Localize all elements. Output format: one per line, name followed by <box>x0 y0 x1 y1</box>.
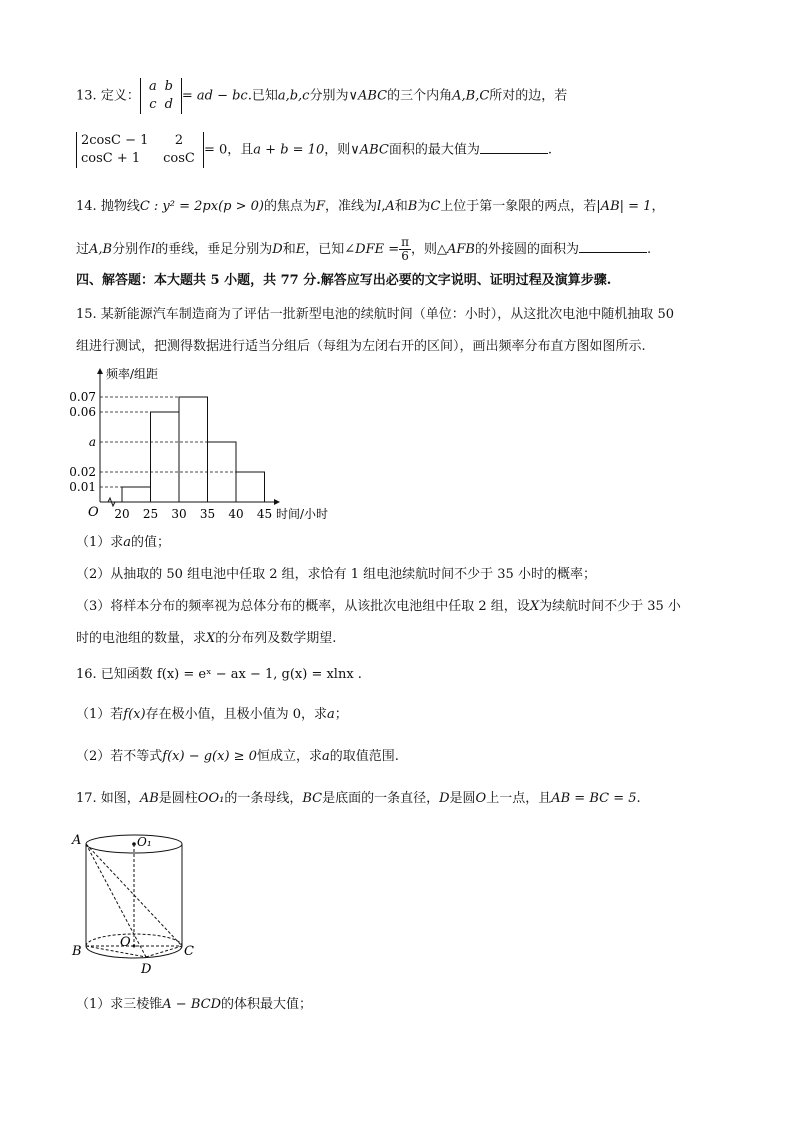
label-C: C <box>184 944 194 959</box>
q13-line1: 13. 定义： a b c d = ad − bc.已知a,b,c分别为∨ABC的三个内角A,B,C所对的边，若 <box>76 79 568 112</box>
label-B: B <box>72 944 82 959</box>
q13-line2: 2cosC − 1 2 cosC + 1 cosC = 0，且a + b = 10，则∨ABC面积的最大值为 . <box>76 132 734 168</box>
q17-line1: 17. 如图，AB是圆柱OO₁的一条母线，BC是底面的一条直径，D是圆O上一点，且AB = BC = 5. <box>76 791 641 806</box>
x-tick-label: 45 <box>256 507 273 521</box>
segment-AD <box>86 844 146 957</box>
histogram-bar <box>151 412 180 502</box>
cylinder-figure <box>66 826 206 986</box>
x-tick-label: 40 <box>228 507 244 521</box>
q13-determinant: a b c d <box>140 78 182 114</box>
origin-label: O <box>88 505 99 520</box>
section-heading: 四、解答题：本大题共 5 小题，共 77 分.解答应写出必要的文字说明、证明过程及演算步骤. <box>76 273 612 288</box>
label-O: O <box>120 935 131 950</box>
pi-over-six: $\frac{\pi}{6}$ <box>401 235 410 263</box>
frequency-histogram <box>68 362 338 532</box>
q17-part1: （1）求三棱锥A − BCD的体积最大值； <box>76 997 313 1012</box>
q13-answer-blank[interactable] <box>480 141 548 154</box>
point-O1 <box>132 842 136 846</box>
y-tick-label: 0.07 <box>69 390 96 404</box>
x-tick-label: 25 <box>142 507 159 521</box>
x-tick-label: 20 <box>114 507 130 521</box>
cylinder-bottom-front <box>86 946 182 958</box>
q15-line1: 15. 某新能源汽车制造商为了评估一批新型电池的续航时间（单位：小时），从这批次电池中随机抽取 50 <box>76 307 674 322</box>
label-A: A <box>72 833 82 848</box>
x-axis-label: 时间/小时 <box>276 507 329 521</box>
x-tick-label: 30 <box>171 507 187 521</box>
q14-line2: 过A,B分别作l的垂线，垂足分别为D和E，已知∠DFE = $\frac{\pi}{6}$ ，则△AFB的外接圆的面积为 . <box>76 235 652 263</box>
q16-part1: （1）若f(x)存在极小值，且极小值为 0，求a； <box>76 707 348 722</box>
q15-part2: （2）从抽取的 50 组电池中任取 2 组，求恰有 1 组电池续航时间不少于 35 小时的概率； <box>76 567 596 582</box>
y-tick-label: 0.01 <box>69 480 96 494</box>
q15-part3: （3）将样本分布的频率视为总体分布的概率，从该批次电池组中任取 2 组，设X为续航时间不少于 35 小 <box>76 599 681 614</box>
q14-line1: 14. 抛物线C : y² = 2px(p > 0)的焦点为F，准线为l,A和B为C上位于第一象限的两点，若|AB| = 1， <box>76 199 665 214</box>
q13-determinant-2: 2cosC − 1 2 cosC + 1 cosC <box>76 132 204 168</box>
label-O1: O₁ <box>137 835 152 849</box>
q15-part3-cont: 时的电池组的数量，求X的分布列及数学期望. <box>76 631 337 646</box>
segment-BD <box>86 946 146 957</box>
histogram-bar <box>179 397 208 502</box>
q15-line2: 组进行测试，把测得数据进行适当分组后（每组为左闭右开的区间），画出频率分布直方图如图所示. <box>76 339 646 354</box>
histogram-bar <box>236 472 265 502</box>
y-tick-label: 0.02 <box>69 465 96 479</box>
label-D: D <box>141 962 152 977</box>
q16-part2: （2）若不等式f(x) − g(x) ≥ 0恒成立，求a的取值范围. <box>76 749 399 764</box>
y-axis-label: 频率/组距 <box>106 367 159 381</box>
q15-part1: （1）求a的值； <box>76 535 171 550</box>
y-tick-label: a <box>88 435 96 449</box>
histogram-bar <box>122 487 151 502</box>
y-axis-arrow <box>97 368 103 374</box>
q13-number: 13. <box>76 88 97 104</box>
y-tick-label: 0.06 <box>69 405 96 419</box>
q16-line1: 16. 已知函数 f(x) = eˣ − ax − 1, g(x) = xlnx . <box>76 667 362 682</box>
point-O <box>133 945 136 948</box>
x-tick-label: 35 <box>199 507 216 521</box>
x-axis-arrow <box>274 499 280 505</box>
q14-answer-blank[interactable] <box>579 240 647 253</box>
